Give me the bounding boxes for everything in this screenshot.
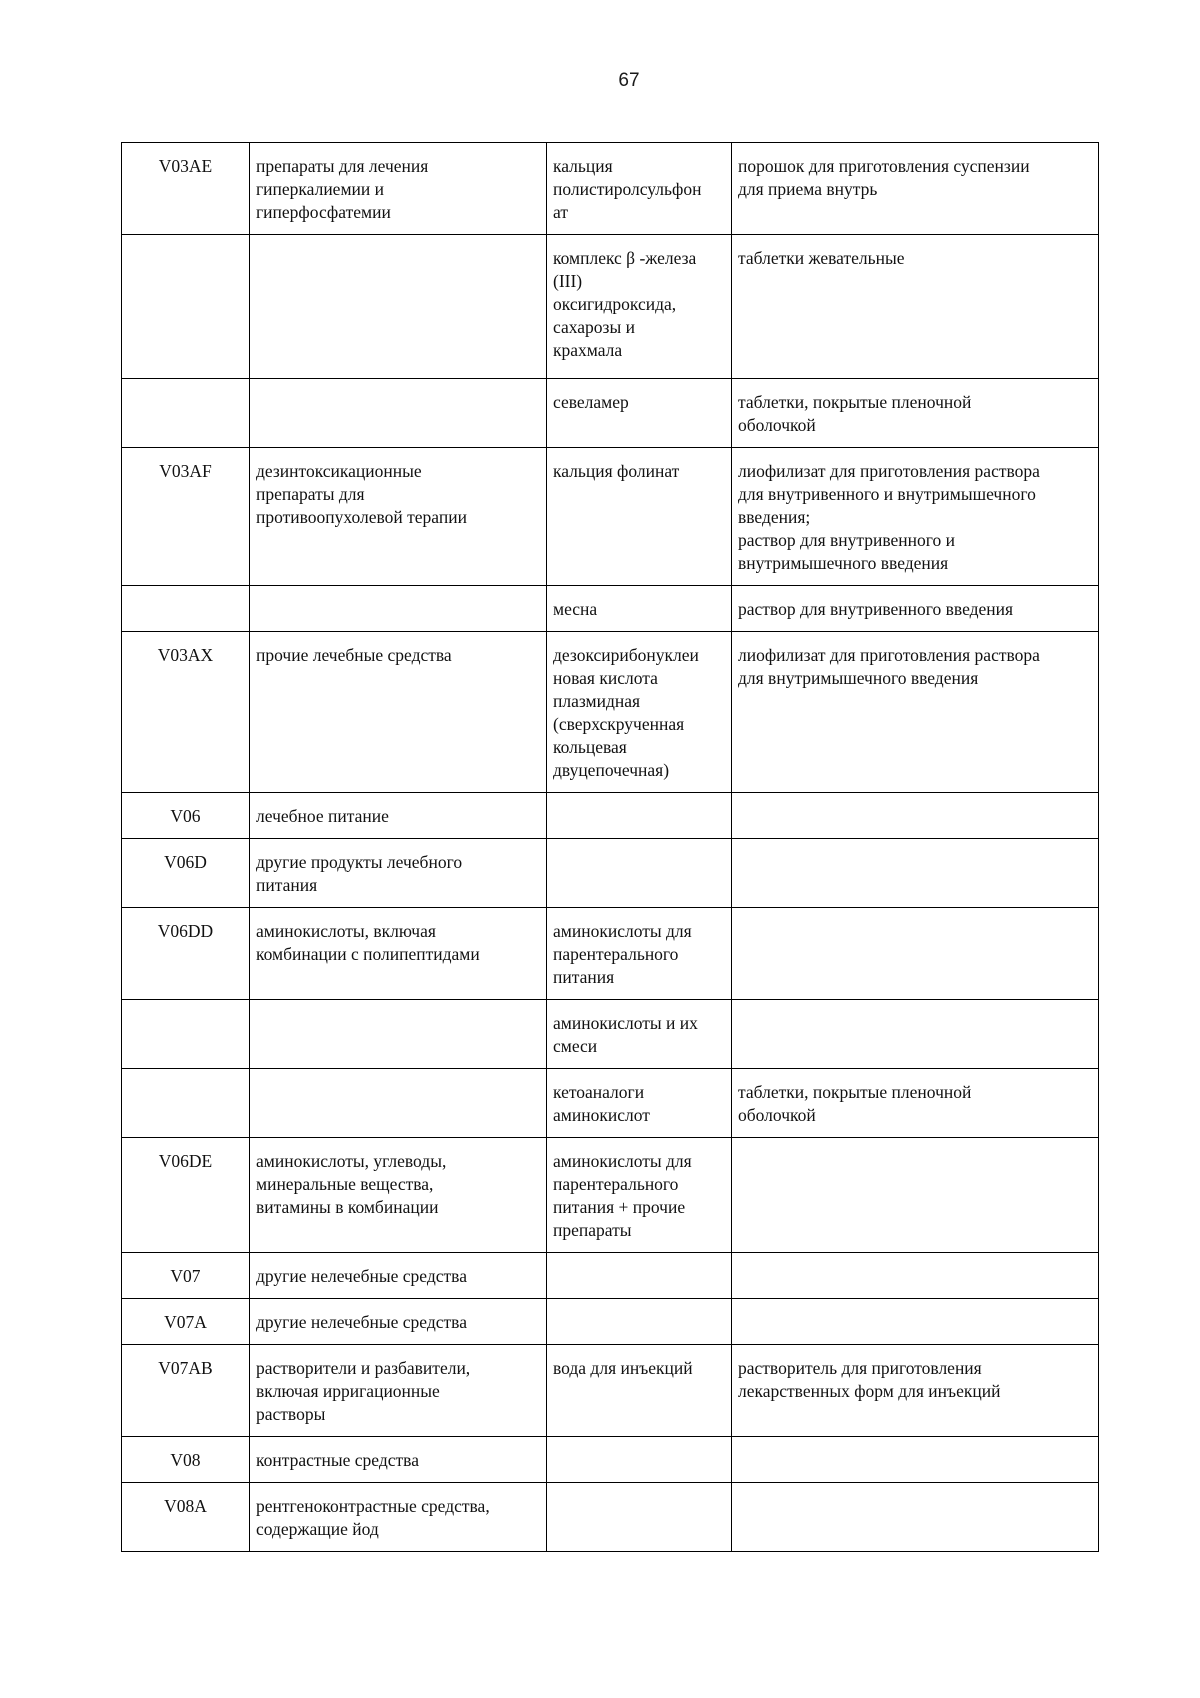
dosage-form-cell: лиофилизат для приготовления раствора для внутримышечного введения <box>732 632 1099 793</box>
atc-code-cell <box>122 1000 250 1069</box>
table-row <box>122 839 1099 908</box>
dosage-form-cell <box>732 793 1099 839</box>
substance-cell: кальция фолинат <box>547 448 732 586</box>
dosage-form-cell <box>732 839 1099 908</box>
substance-cell: кальция полистиролсульфон ат <box>547 143 732 235</box>
atc-code-cell: V06DE <box>122 1138 250 1253</box>
atc-code-cell: V08 <box>122 1437 250 1483</box>
table-row <box>122 1000 1099 1069</box>
table-body <box>122 143 1099 1552</box>
substance-cell: аминокислоты и их смеси <box>547 1000 732 1069</box>
dosage-form-cell <box>732 1253 1099 1299</box>
atc-code-cell: V07AB <box>122 1345 250 1437</box>
dosage-form-cell <box>732 908 1099 1000</box>
group-name-cell: другие нелечебные средства <box>250 1253 547 1299</box>
dosage-form-cell <box>732 1483 1099 1552</box>
group-name-cell: другие нелечебные средства <box>250 1299 547 1345</box>
group-name-cell: прочие лечебные средства <box>250 632 547 793</box>
page-number: 67 <box>618 70 640 91</box>
atc-code-cell: V06DD <box>122 908 250 1000</box>
table-row <box>122 1345 1099 1437</box>
atc-code-cell <box>122 586 250 632</box>
substance-cell: комплекс β -железа (III) оксигидроксида, сахарозы и крахмала <box>547 235 732 379</box>
table-row <box>122 793 1099 839</box>
substance-cell: аминокислоты для парентерального питания + прочие препараты <box>547 1138 732 1253</box>
atc-code-cell: V06 <box>122 793 250 839</box>
dosage-form-cell <box>732 1138 1099 1253</box>
substance-cell: вода для инъекций <box>547 1345 732 1437</box>
group-name-cell: препараты для лечения гиперкалиемии и гиперфосфатемии <box>250 143 547 235</box>
group-name-cell <box>250 586 547 632</box>
table-row <box>122 908 1099 1000</box>
table-row <box>122 632 1099 793</box>
group-name-cell: аминокислоты, включая комбинации с полипептидами <box>250 908 547 1000</box>
atc-code-cell <box>122 1069 250 1138</box>
group-name-cell <box>250 379 547 448</box>
table-row <box>122 1138 1099 1253</box>
table-row <box>122 1069 1099 1138</box>
substance-cell: аминокислоты для парентерального питания <box>547 908 732 1000</box>
dosage-form-cell: растворитель для приготовления лекарственных форм для инъекций <box>732 1345 1099 1437</box>
group-name-cell: аминокислоты, углеводы, минеральные вещества, витамины в комбинации <box>250 1138 547 1253</box>
substance-cell: месна <box>547 586 732 632</box>
dosage-form-cell: таблетки жевательные <box>732 235 1099 379</box>
table-row <box>122 1299 1099 1345</box>
table-row <box>122 143 1099 235</box>
substance-cell: кетоаналоги аминокислот <box>547 1069 732 1138</box>
group-name-cell: дезинтоксикационные препараты для противоопухолевой терапии <box>250 448 547 586</box>
atc-code-cell <box>122 379 250 448</box>
table-row <box>122 1437 1099 1483</box>
group-name-cell: контрастные средства <box>250 1437 547 1483</box>
group-name-cell: рентгеноконтрастные средства, содержащие йод <box>250 1483 547 1552</box>
table-row <box>122 1483 1099 1552</box>
substance-cell: севеламер <box>547 379 732 448</box>
dosage-form-cell: порошок для приготовления суспензии для приема внутрь <box>732 143 1099 235</box>
atc-code-cell: V07 <box>122 1253 250 1299</box>
drug-table <box>121 142 1099 1552</box>
dosage-form-cell: таблетки, покрытые пленочной оболочкой <box>732 1069 1099 1138</box>
substance-cell: дезоксирибонуклеи новая кислота плазмидная (сверхскрученная кольцевая двуцепочечная) <box>547 632 732 793</box>
group-name-cell <box>250 1069 547 1138</box>
atc-code-cell: V03AF <box>122 448 250 586</box>
substance-cell <box>547 839 732 908</box>
table-row <box>122 586 1099 632</box>
group-name-cell: растворители и разбавители, включая ирригационные растворы <box>250 1345 547 1437</box>
table-row <box>122 235 1099 379</box>
group-name-cell <box>250 1000 547 1069</box>
dosage-form-cell: раствор для внутривенного введения <box>732 586 1099 632</box>
dosage-form-cell: лиофилизат для приготовления раствора для внутривенного и внутримышечного введения; раствор для внутривенного и внутримышечного введения <box>732 448 1099 586</box>
dosage-form-cell: таблетки, покрытые пленочной оболочкой <box>732 379 1099 448</box>
dosage-form-cell <box>732 1437 1099 1483</box>
dosage-form-cell <box>732 1299 1099 1345</box>
substance-cell <box>547 1299 732 1345</box>
atc-code-cell: V06D <box>122 839 250 908</box>
substance-cell <box>547 1253 732 1299</box>
group-name-cell: другие продукты лечебного питания <box>250 839 547 908</box>
group-name-cell: лечебное питание <box>250 793 547 839</box>
table-row <box>122 448 1099 586</box>
table-row <box>122 1253 1099 1299</box>
substance-cell <box>547 1437 732 1483</box>
group-name-cell <box>250 235 547 379</box>
atc-code-cell: V08A <box>122 1483 250 1552</box>
atc-code-cell <box>122 235 250 379</box>
substance-cell <box>547 793 732 839</box>
substance-cell <box>547 1483 732 1552</box>
table-row <box>122 379 1099 448</box>
dosage-form-cell <box>732 1000 1099 1069</box>
atc-code-cell: V03AX <box>122 632 250 793</box>
atc-code-cell: V03AE <box>122 143 250 235</box>
atc-code-cell: V07A <box>122 1299 250 1345</box>
